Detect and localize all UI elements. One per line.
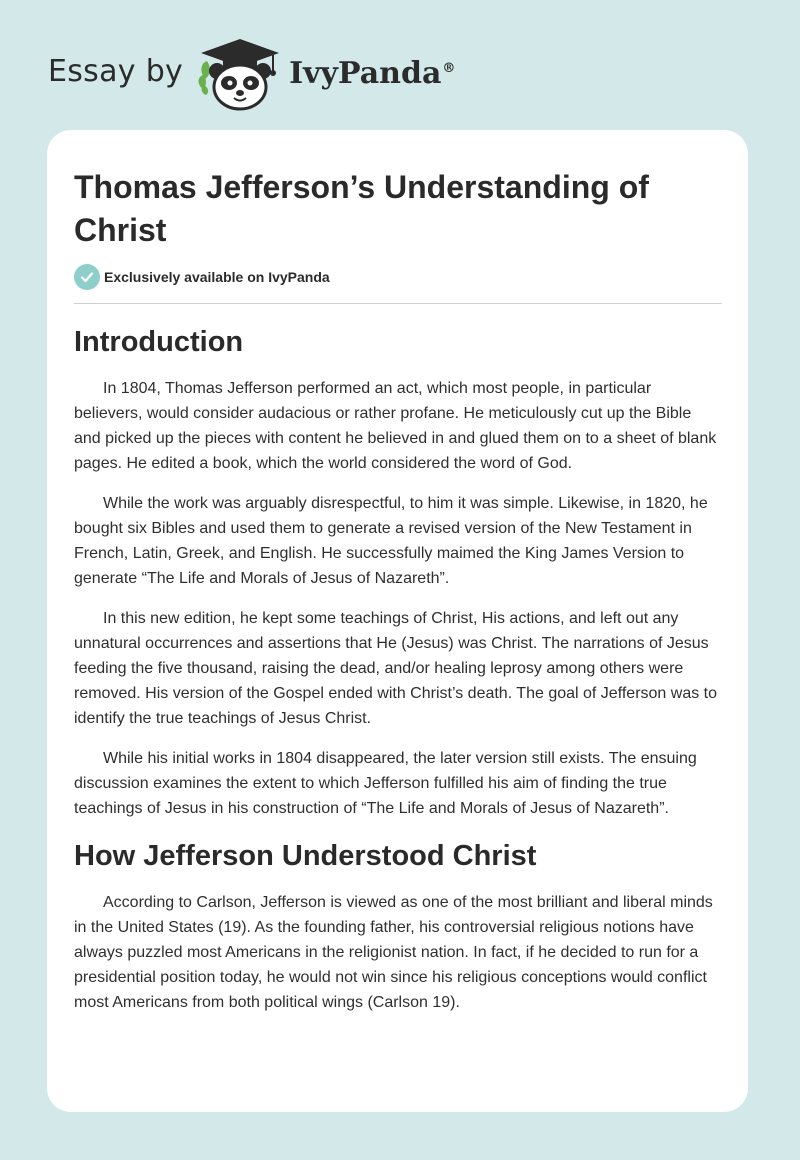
brand-logo-text[interactable] bbox=[289, 56, 455, 91]
section-introduction bbox=[74, 322, 722, 821]
essay-by-label: Essay by bbox=[48, 53, 184, 89]
essay-card bbox=[47, 130, 748, 1112]
section-heading: Introduction bbox=[74, 326, 244, 358]
registered-mark: ® bbox=[442, 60, 456, 76]
paragraph: In 1804, Thomas Jefferson performed an act, which most people, in particular believers, would consider audacious or rather profane. He meticulously cut up the Bible and picked up the pieces with content he believed in and glued them on to a sheet of blank pages. He edited a book, which the world considered the word of God. bbox=[74, 380, 717, 472]
title-divider bbox=[74, 303, 722, 304]
section-heading: How Jefferson Understood Christ bbox=[74, 840, 537, 872]
exclusive-badge-label: Exclusively available on IvyPanda bbox=[104, 269, 330, 285]
paragraph: While the work was arguably disrespectful, to him it was simple. Likewise, in 1820, he bought six Bibles and used them to generate a revised version of the New Testament in French, Latin, Greek, and English. He successfully maimed the King James Version to generate “The Life and Morals of Jesus of Nazareth”. bbox=[74, 495, 708, 587]
brand-name: IvyPanda bbox=[289, 55, 442, 91]
section-how-jefferson-understood-christ bbox=[74, 836, 722, 1015]
exclusive-badge bbox=[74, 264, 330, 290]
site-header bbox=[48, 34, 455, 114]
essay-content bbox=[74, 322, 722, 1030]
paragraph: According to Carlson, Jefferson is viewed as one of the most brilliant and liberal minds in the United States (19). As the founding father, his controversial religious notions have always puzzled most Americans in the religionist nation. In fact, if he decided to run for a presidential position today, he would not win since his religious conceptions would conflict most Americans from both political wings (Carlson 19). bbox=[74, 894, 713, 1011]
page-title: Thomas Jefferson’s Understanding of Christ bbox=[74, 169, 649, 248]
paragraph: In this new edition, he kept some teachings of Christ, His actions, and left out any unnatural occurrences and assertions that He (Jesus) was Christ. The narrations of Jesus feeding the five thousand, raising the dead, and/or healing leprosy among others were removed. His version of the Gospel ended with Christ’s death. The goal of Jefferson was to identify the true teachings of Jesus Christ. bbox=[74, 610, 718, 727]
panda-graduate-icon[interactable] bbox=[197, 35, 283, 113]
check-circle-icon bbox=[74, 264, 100, 290]
paragraph: While his initial works in 1804 disappeared, the later version still exists. The ensuing discussion examines the extent to which Jefferson fulfilled his aim of finding the true teachings of Jesus in his construction of “The Life and Morals of Jesus of Nazareth”. bbox=[74, 750, 697, 817]
